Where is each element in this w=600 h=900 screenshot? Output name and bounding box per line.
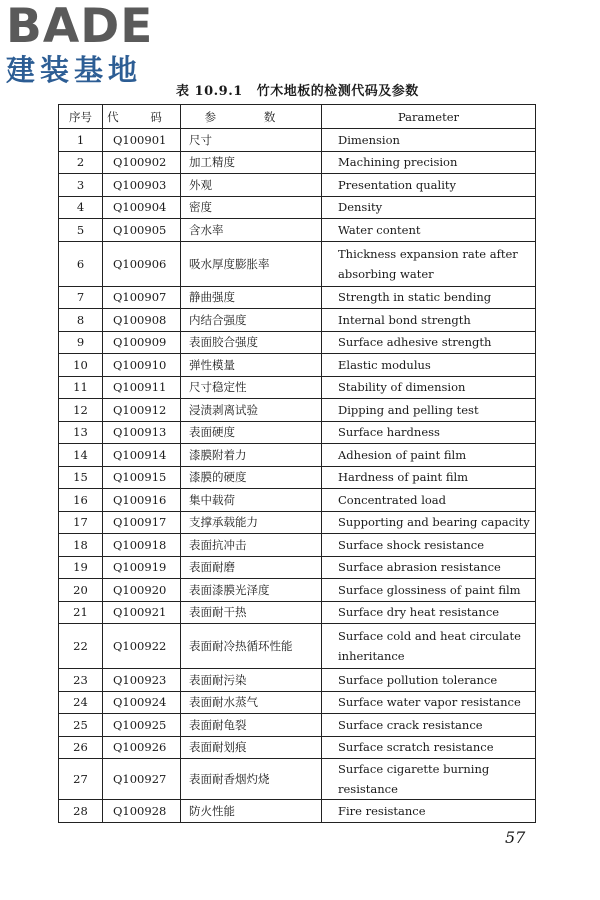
row-param-en: Adhesion of paint film — [322, 444, 536, 467]
row-index: 7 — [59, 286, 103, 309]
row-param-en: Dipping and pelling test — [322, 399, 536, 422]
table-row — [59, 174, 536, 197]
row-param-en: Density — [322, 196, 536, 219]
row-param-en: Surface crack resistance — [322, 714, 536, 737]
table-row — [59, 421, 536, 444]
row-param-en: Surface shock resistance — [322, 534, 536, 557]
row-param-en: Surface water vapor resistance — [322, 691, 536, 714]
logo-subtitle: 建装基地 — [6, 53, 143, 87]
row-param-cn: 尺寸 — [181, 129, 322, 152]
table-row — [59, 601, 536, 624]
row-code: Q100916 — [103, 489, 181, 512]
row-code: Q100911 — [103, 376, 181, 399]
row-index: 24 — [59, 691, 103, 714]
row-param-en: Thickness expansion rate after absorbing water — [322, 241, 536, 286]
row-param-cn: 加工精度 — [181, 151, 322, 174]
row-index: 22 — [59, 624, 103, 669]
row-param-cn: 表面抗冲击 — [181, 534, 322, 557]
table-row — [59, 714, 536, 737]
parameter-table — [58, 104, 536, 823]
row-param-cn: 漆膜附着力 — [181, 444, 322, 467]
row-param-en: Elastic modulus — [322, 354, 536, 377]
row-param-cn: 表面耐香烟灼烧 — [181, 759, 322, 800]
table-row — [59, 241, 536, 286]
row-param-en: Presentation quality — [322, 174, 536, 197]
table-row — [59, 219, 536, 242]
row-param-cn: 表面漆膜光泽度 — [181, 579, 322, 602]
row-param-en: Concentrated load — [322, 489, 536, 512]
row-code: Q100923 — [103, 669, 181, 692]
row-code: Q100901 — [103, 129, 181, 152]
row-param-cn: 表面耐冷热循环性能 — [181, 624, 322, 669]
row-code: Q100917 — [103, 511, 181, 534]
row-index: 4 — [59, 196, 103, 219]
row-param-cn: 密度 — [181, 196, 322, 219]
table-row — [59, 309, 536, 332]
logo-wordmark: BADE — [6, 0, 154, 54]
table-row — [59, 466, 536, 489]
row-param-en: Surface abrasion resistance — [322, 556, 536, 579]
table-row — [59, 534, 536, 557]
table-row — [59, 444, 536, 467]
row-index: 19 — [59, 556, 103, 579]
row-code: Q100903 — [103, 174, 181, 197]
row-index: 25 — [59, 714, 103, 737]
row-index: 23 — [59, 669, 103, 692]
row-index: 20 — [59, 579, 103, 602]
row-index: 9 — [59, 331, 103, 354]
row-index: 12 — [59, 399, 103, 422]
row-param-cn: 尺寸稳定性 — [181, 376, 322, 399]
page-number: 57 — [505, 828, 526, 847]
header-param-cn: 参 数 — [181, 105, 322, 129]
row-param-en: Surface dry heat resistance — [322, 601, 536, 624]
row-code: Q100918 — [103, 534, 181, 557]
header-param-en: Parameter — [322, 105, 536, 129]
table-row — [59, 331, 536, 354]
table-caption — [176, 80, 419, 99]
table-row — [59, 691, 536, 714]
table-row — [59, 129, 536, 152]
row-index: 13 — [59, 421, 103, 444]
row-param-cn: 表面耐污染 — [181, 669, 322, 692]
row-param-cn: 支撑承载能力 — [181, 511, 322, 534]
row-param-cn: 弹性模量 — [181, 354, 322, 377]
table-number: 表 10.9.1 — [176, 84, 243, 99]
row-index: 10 — [59, 354, 103, 377]
row-code: Q100919 — [103, 556, 181, 579]
row-code: Q100905 — [103, 219, 181, 242]
row-param-cn: 吸水厚度膨胀率 — [181, 241, 322, 286]
row-code: Q100915 — [103, 466, 181, 489]
row-param-cn: 表面耐龟裂 — [181, 714, 322, 737]
header-index: 序号 — [59, 105, 103, 129]
row-index: 26 — [59, 736, 103, 759]
row-index: 15 — [59, 466, 103, 489]
row-param-en: Strength in static bending — [322, 286, 536, 309]
row-param-cn: 含水率 — [181, 219, 322, 242]
row-code: Q100922 — [103, 624, 181, 669]
header-code: 代 码 — [103, 105, 181, 129]
row-param-cn: 表面耐磨 — [181, 556, 322, 579]
row-code: Q100920 — [103, 579, 181, 602]
row-param-cn: 防火性能 — [181, 800, 322, 823]
table-row — [59, 399, 536, 422]
table-row — [59, 579, 536, 602]
row-index: 2 — [59, 151, 103, 174]
row-param-en: Machining precision — [322, 151, 536, 174]
row-code: Q100914 — [103, 444, 181, 467]
row-code: Q100909 — [103, 331, 181, 354]
table-row — [59, 759, 536, 800]
row-index: 11 — [59, 376, 103, 399]
row-param-cn: 外观 — [181, 174, 322, 197]
table-row — [59, 624, 536, 669]
row-index: 18 — [59, 534, 103, 557]
row-code: Q100907 — [103, 286, 181, 309]
row-code: Q100927 — [103, 759, 181, 800]
table-row — [59, 286, 536, 309]
table-header-row — [59, 105, 536, 129]
row-code: Q100924 — [103, 691, 181, 714]
row-param-en: Surface cigarette burning resistance — [322, 759, 536, 800]
table-row — [59, 556, 536, 579]
table-body — [59, 129, 536, 823]
table-row — [59, 196, 536, 219]
table-row — [59, 800, 536, 823]
row-param-en: Surface cold and heat circulate inheritance — [322, 624, 536, 669]
row-param-en: Surface adhesive strength — [322, 331, 536, 354]
row-param-cn: 表面胶合强度 — [181, 331, 322, 354]
row-param-cn: 静曲强度 — [181, 286, 322, 309]
row-param-en: Surface scratch resistance — [322, 736, 536, 759]
row-code: Q100908 — [103, 309, 181, 332]
row-param-cn: 表面耐干热 — [181, 601, 322, 624]
row-param-cn: 表面硬度 — [181, 421, 322, 444]
row-code: Q100904 — [103, 196, 181, 219]
row-param-en: Surface hardness — [322, 421, 536, 444]
table-row — [59, 736, 536, 759]
row-code: Q100910 — [103, 354, 181, 377]
row-param-en: Stability of dimension — [322, 376, 536, 399]
row-param-en: Fire resistance — [322, 800, 536, 823]
row-param-cn: 表面耐水蒸气 — [181, 691, 322, 714]
row-param-en: Internal bond strength — [322, 309, 536, 332]
row-code: Q100925 — [103, 714, 181, 737]
row-param-en: Hardness of paint film — [322, 466, 536, 489]
row-param-en: Surface glossiness of paint film — [322, 579, 536, 602]
row-index: 1 — [59, 129, 103, 152]
row-index: 28 — [59, 800, 103, 823]
brand-logo — [6, 2, 176, 94]
row-index: 17 — [59, 511, 103, 534]
row-param-cn: 内结合强度 — [181, 309, 322, 332]
table-title: 竹木地板的检测代码及参数 — [256, 84, 419, 99]
row-param-en: Supporting and bearing capacity — [322, 511, 536, 534]
row-index: 27 — [59, 759, 103, 800]
row-code: Q100926 — [103, 736, 181, 759]
row-code: Q100902 — [103, 151, 181, 174]
row-code: Q100912 — [103, 399, 181, 422]
row-param-en: Dimension — [322, 129, 536, 152]
row-index: 3 — [59, 174, 103, 197]
table-row — [59, 511, 536, 534]
row-param-en: Surface pollution tolerance — [322, 669, 536, 692]
row-index: 6 — [59, 241, 103, 286]
row-param-cn: 表面耐划痕 — [181, 736, 322, 759]
row-code: Q100921 — [103, 601, 181, 624]
row-code: Q100913 — [103, 421, 181, 444]
row-param-cn: 浸渍剥离试验 — [181, 399, 322, 422]
table-row — [59, 354, 536, 377]
table-row — [59, 669, 536, 692]
row-index: 16 — [59, 489, 103, 512]
row-code: Q100906 — [103, 241, 181, 286]
row-param-cn: 集中载荷 — [181, 489, 322, 512]
row-code: Q100928 — [103, 800, 181, 823]
table-row — [59, 376, 536, 399]
row-index: 8 — [59, 309, 103, 332]
row-index: 21 — [59, 601, 103, 624]
row-index: 14 — [59, 444, 103, 467]
row-param-cn: 漆膜的硬度 — [181, 466, 322, 489]
row-param-en: Water content — [322, 219, 536, 242]
table-row — [59, 489, 536, 512]
table-row — [59, 151, 536, 174]
row-index: 5 — [59, 219, 103, 242]
